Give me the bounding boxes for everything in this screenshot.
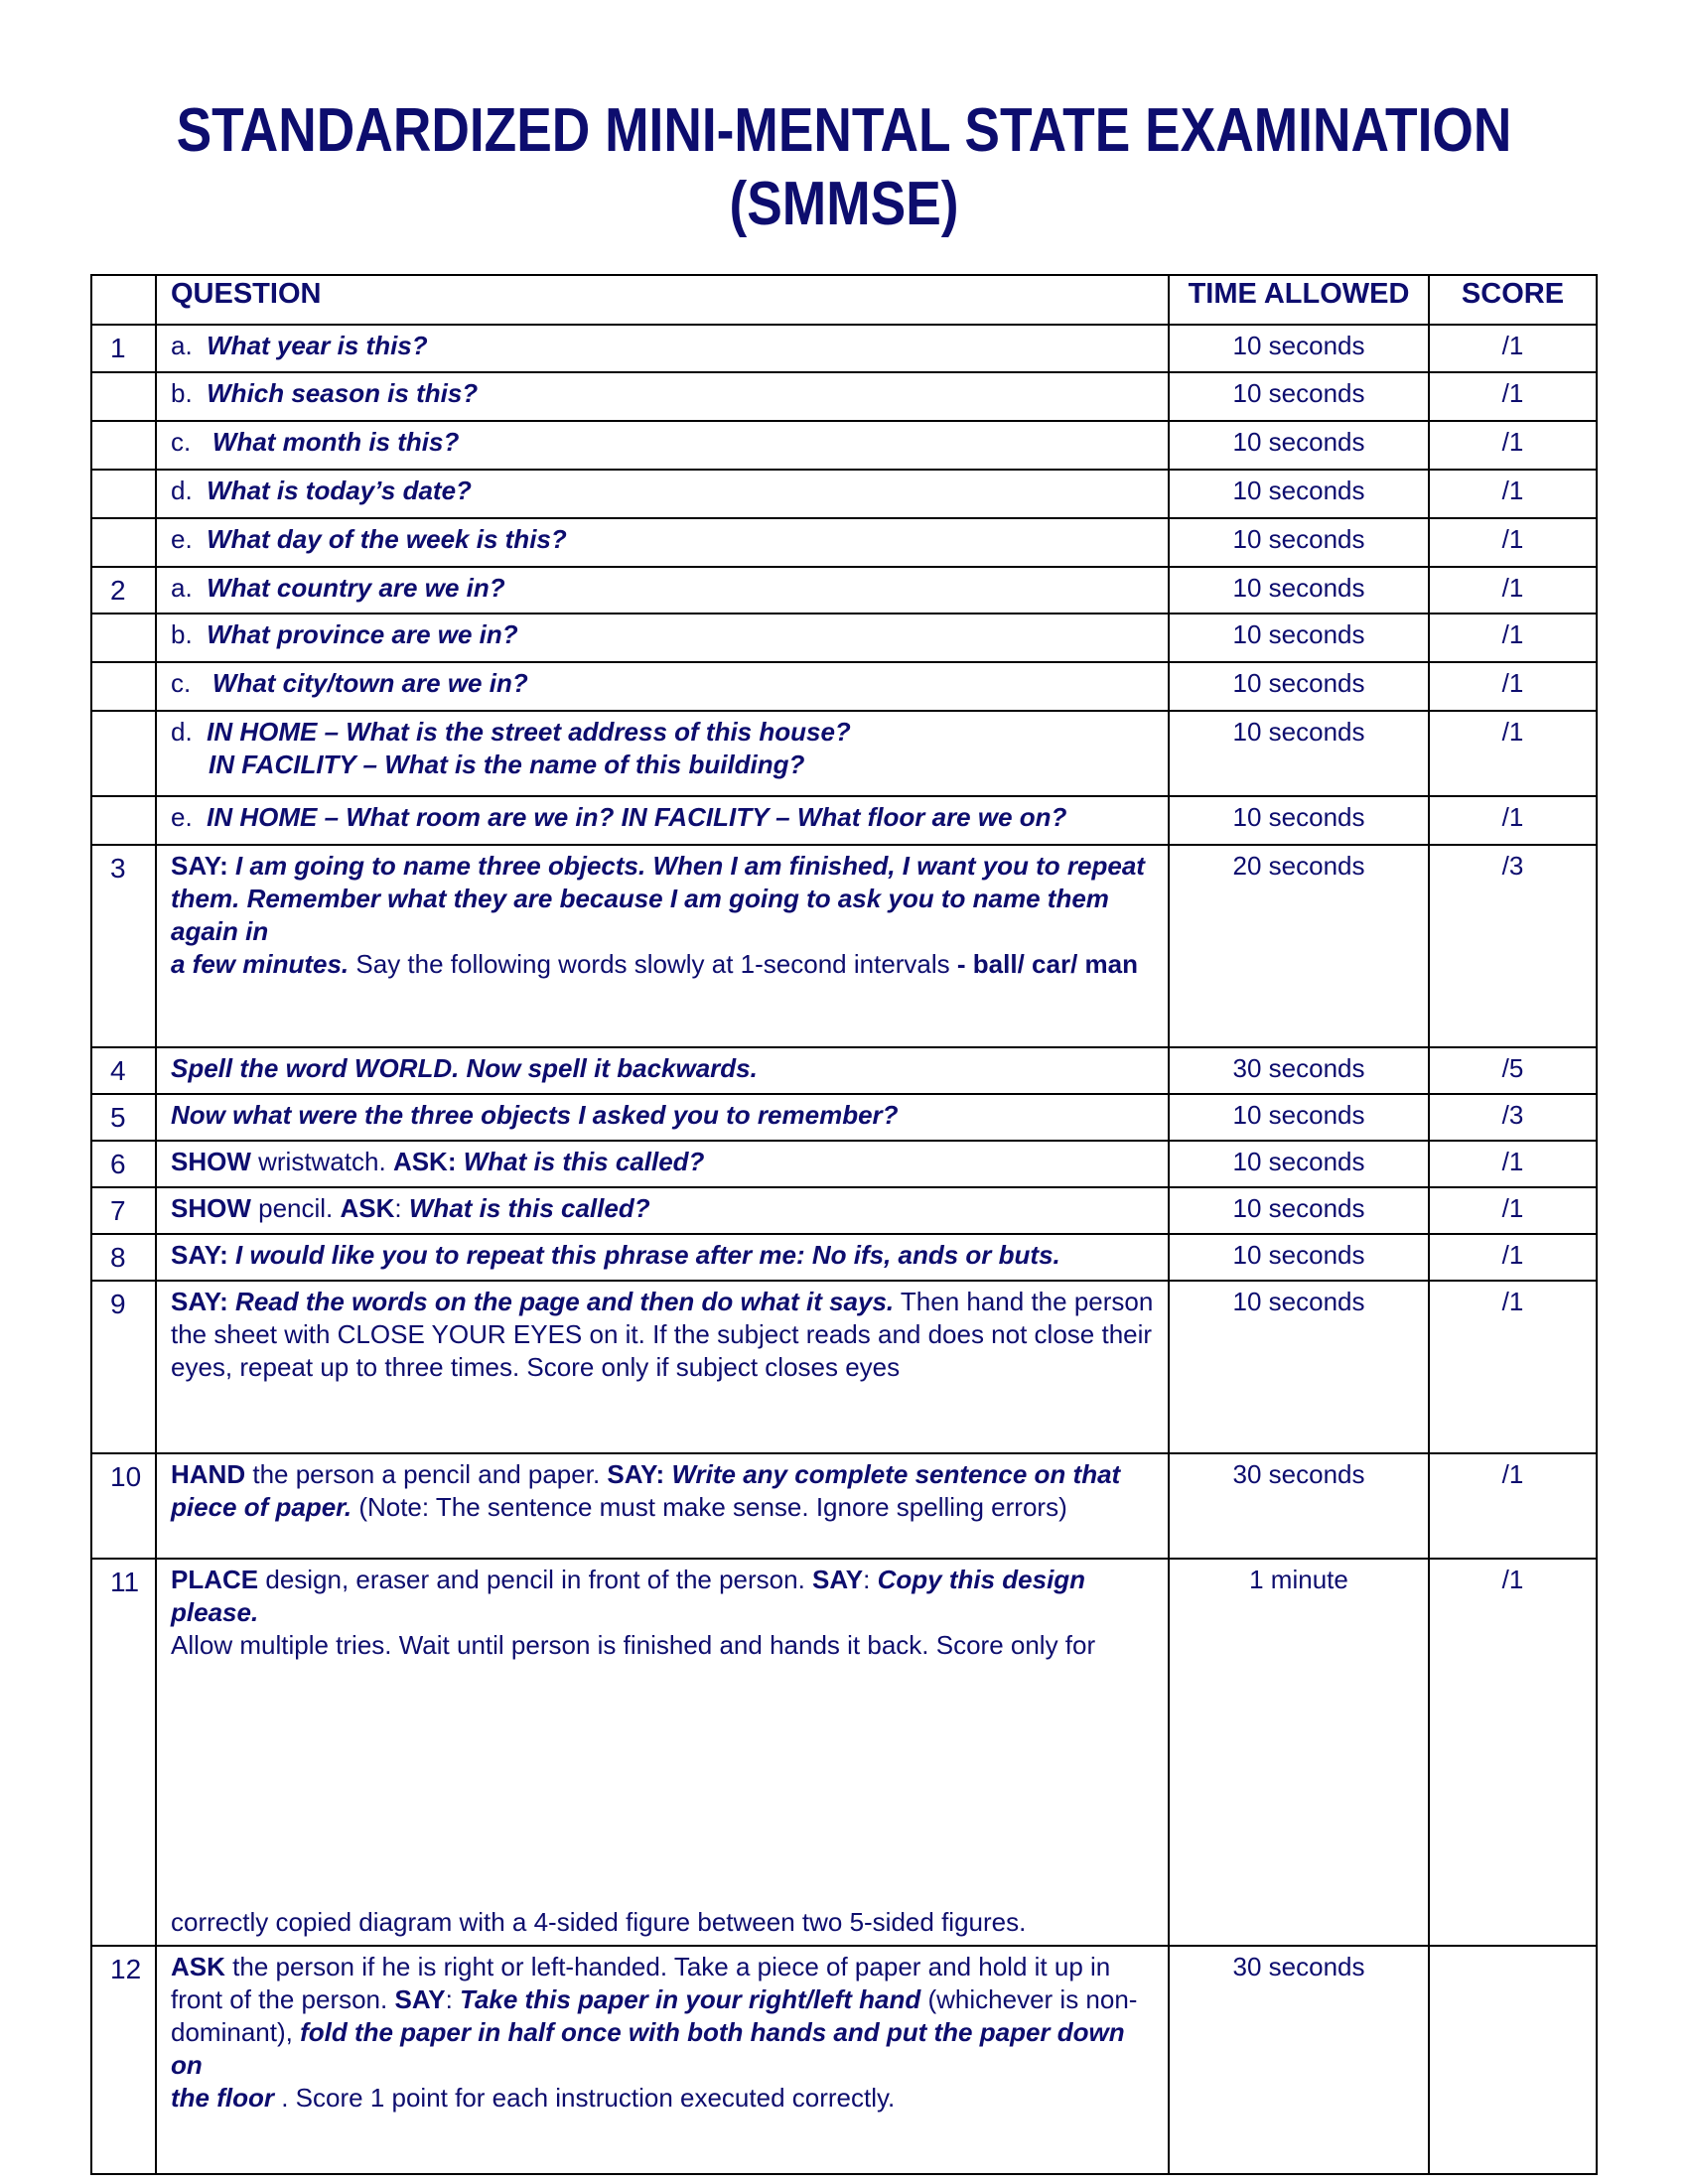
question-text: a few minutes. (171, 949, 350, 979)
time-allowed: 10 seconds (1169, 1094, 1429, 1141)
score: /1 (1429, 1559, 1597, 1946)
score: /1 (1429, 1141, 1597, 1187)
score: /3 (1429, 845, 1597, 1047)
question-cell (156, 567, 1169, 614)
header-question: QUESTION (156, 275, 1169, 325)
question-cell (156, 421, 1169, 470)
item-letter: b. (171, 378, 193, 408)
question-number: 11 (91, 1559, 156, 1946)
table-row (91, 1187, 1597, 1234)
instruction-text: dominant), (171, 2017, 293, 2047)
table-row (91, 711, 1597, 796)
question-cell (156, 614, 1169, 662)
question-cell (156, 1141, 1169, 1187)
header-time-allowed: TIME ALLOWED (1169, 275, 1429, 325)
question-number: 2 (91, 567, 156, 614)
time-allowed: 1 minute (1169, 1559, 1429, 1946)
question-cell (156, 470, 1169, 518)
item-letter: a. (171, 331, 193, 360)
instruction-text: Say the following words slowly at 1-second intervals (355, 949, 950, 979)
question-text: the floor (171, 2083, 274, 2113)
instruction-text: the person a pencil and paper. (252, 1459, 601, 1489)
question-text: Which season is this? (207, 378, 479, 408)
time-allowed: 10 seconds (1169, 662, 1429, 711)
title-line-1: STANDARDIZED MINI-MENTAL STATE EXAMINATION (176, 96, 1512, 165)
question-text: IN HOME – What room are we in? IN FACILITY – What floor are we on? (207, 802, 1067, 832)
say-label: SAY: (171, 1240, 228, 1270)
question-number (91, 470, 156, 518)
question-cell (156, 1559, 1169, 1946)
question-cell (156, 1453, 1169, 1559)
question-text: Copy this design please. (171, 1565, 1086, 1627)
title-line-2: (SMMSE) (729, 170, 959, 238)
score: /1 (1429, 567, 1597, 614)
time-allowed: 10 seconds (1169, 421, 1429, 470)
instruction-text: correctly copied diagram with a 4-sided figure between two 5-sided figures. (171, 1907, 1027, 1937)
question-cell (156, 1946, 1169, 2174)
score: /5 (1429, 1047, 1597, 1094)
question-number: 7 (91, 1187, 156, 1234)
smmse-table (90, 274, 1598, 2175)
question-cell (156, 1094, 1169, 1141)
item-letter: d. (171, 717, 193, 747)
time-allowed: 10 seconds (1169, 567, 1429, 614)
question-text: Write any complete sentence on that (671, 1459, 1121, 1489)
item-letter: e. (171, 524, 193, 554)
question-number: 8 (91, 1234, 156, 1281)
question-text-alt: IN FACILITY – What is the name of this building? (209, 750, 805, 779)
instruction-text: design, eraser and pencil in front of the person. (265, 1565, 805, 1594)
question-number: 5 (91, 1094, 156, 1141)
time-allowed: 10 seconds (1169, 1234, 1429, 1281)
time-allowed: 10 seconds (1169, 518, 1429, 567)
header-number (91, 275, 156, 325)
question-text: Now what were the three objects I asked you to remember? (171, 1100, 899, 1130)
table-row (91, 470, 1597, 518)
question-text: What country are we in? (207, 573, 505, 603)
question-number (91, 796, 156, 845)
score: /1 (1429, 796, 1597, 845)
time-allowed: 10 seconds (1169, 325, 1429, 372)
question-text: Take this paper in your right/left hand (460, 1984, 921, 2014)
time-allowed: 10 seconds (1169, 1281, 1429, 1453)
score: /1 (1429, 470, 1597, 518)
question-cell (156, 1187, 1169, 1234)
table-row (91, 1559, 1597, 1946)
question-cell (156, 325, 1169, 372)
score: /1 (1429, 1453, 1597, 1559)
say-label: SAY: (171, 851, 228, 881)
question-text: fold the paper in half once with both hands and put the paper down on (171, 2017, 1125, 2080)
time-allowed: 10 seconds (1169, 796, 1429, 845)
header-score: SCORE (1429, 275, 1597, 325)
score: /1 (1429, 662, 1597, 711)
ask-label: ASK (171, 1952, 225, 1981)
question-text: piece of paper. (171, 1492, 352, 1522)
question-text: What province are we in? (207, 619, 518, 649)
item-letter: d. (171, 476, 193, 505)
question-cell (156, 372, 1169, 421)
table-row (91, 325, 1597, 372)
instruction-text: (whichever is non- (927, 1984, 1138, 2014)
question-number (91, 372, 156, 421)
score: /1 (1429, 372, 1597, 421)
question-number (91, 662, 156, 711)
ask-label: ASK: (392, 1147, 457, 1176)
time-allowed: 30 seconds (1169, 1453, 1429, 1559)
score: /1 (1429, 1281, 1597, 1453)
question-cell (156, 845, 1169, 1047)
score: /1 (1429, 614, 1597, 662)
table-row (91, 845, 1597, 1047)
show-label: SHOW (171, 1193, 251, 1223)
table-row (91, 662, 1597, 711)
table-row (91, 1281, 1597, 1453)
table-row (91, 518, 1597, 567)
question-number (91, 711, 156, 796)
ask-label: ASK (340, 1193, 395, 1223)
object-text: wristwatch. (258, 1147, 386, 1176)
question-number: 9 (91, 1281, 156, 1453)
time-allowed: 10 seconds (1169, 470, 1429, 518)
question-number (91, 614, 156, 662)
question-text: What is this called? (408, 1193, 650, 1223)
table-row (91, 372, 1597, 421)
object-text: pencil. (258, 1193, 334, 1223)
score: /1 (1429, 421, 1597, 470)
time-allowed: 10 seconds (1169, 711, 1429, 796)
time-allowed: 20 seconds (1169, 845, 1429, 1047)
score (1429, 1946, 1597, 2174)
question-number: 3 (91, 845, 156, 1047)
question-text: What day of the week is this? (207, 524, 567, 554)
question-text: What is this called? (463, 1147, 705, 1176)
score: /1 (1429, 711, 1597, 796)
question-text: What month is this? (211, 427, 460, 457)
table-row (91, 567, 1597, 614)
question-text: What year is this? (207, 331, 428, 360)
table-header-row (91, 275, 1597, 325)
table-row (91, 1453, 1597, 1559)
instruction-text: . Score 1 point for each instruction executed correctly. (281, 2083, 896, 2113)
item-letter: b. (171, 619, 193, 649)
instruction-text: the sheet with CLOSE YOUR EYES on it. If the subject reads and does not close their (171, 1319, 1153, 1349)
say-label: SAY (812, 1565, 864, 1594)
question-text: them. Remember what they are because I am going to ask you to name them again in (171, 884, 1109, 946)
item-letter: c. (171, 427, 192, 457)
question-number: 4 (91, 1047, 156, 1094)
question-number (91, 518, 156, 567)
table-row (91, 1141, 1597, 1187)
question-cell (156, 662, 1169, 711)
time-allowed: 10 seconds (1169, 614, 1429, 662)
page-title (118, 94, 1570, 241)
question-number: 6 (91, 1141, 156, 1187)
instruction-text: the person if he is right or left-handed. Take a piece of paper and hold it up in (232, 1952, 1111, 1981)
say-label: SAY: (607, 1459, 665, 1489)
word-list: - ball/ car/ man (956, 949, 1138, 979)
question-number (91, 421, 156, 470)
question-text: What city/town are we in? (211, 668, 528, 698)
colon: : (445, 1984, 453, 2014)
question-cell (156, 1047, 1169, 1094)
table-row (91, 1047, 1597, 1094)
question-text: Spell the word WORLD. Now spell it backwards. (171, 1053, 758, 1083)
instruction-text: eyes, repeat up to three times. Score only if subject closes eyes (171, 1352, 901, 1382)
question-text: I would like you to repeat this phrase after me: No ifs, ands or buts. (235, 1240, 1060, 1270)
colon: : (863, 1565, 871, 1594)
say-label: SAY: (171, 1287, 228, 1316)
say-label: SAY (394, 1984, 446, 2014)
item-letter: a. (171, 573, 193, 603)
question-text: IN HOME – What is the street address of this house? (207, 717, 851, 747)
item-letter: e. (171, 802, 193, 832)
place-label: PLACE (171, 1565, 259, 1594)
question-number: 10 (91, 1453, 156, 1559)
score: /1 (1429, 1187, 1597, 1234)
question-cell (156, 796, 1169, 845)
time-allowed: 10 seconds (1169, 372, 1429, 421)
question-cell (156, 518, 1169, 567)
time-allowed: 30 seconds (1169, 1047, 1429, 1094)
note-text: (Note: The sentence must make sense. Ignore spelling errors) (358, 1492, 1067, 1522)
question-cell (156, 1281, 1169, 1453)
question-text: I am going to name three objects. When I am finished, I want you to repeat (235, 851, 1145, 881)
question-text: What is today’s date? (207, 476, 472, 505)
table-row (91, 614, 1597, 662)
score: /3 (1429, 1094, 1597, 1141)
score: /1 (1429, 325, 1597, 372)
colon: : (394, 1193, 402, 1223)
score: /1 (1429, 1234, 1597, 1281)
time-allowed: 10 seconds (1169, 1141, 1429, 1187)
instruction-text: Allow multiple tries. Wait until person is finished and hands it back. Score only for (171, 1630, 1096, 1660)
instruction-text: front of the person. (171, 1984, 388, 2014)
question-cell (156, 1234, 1169, 1281)
table-row (91, 421, 1597, 470)
question-text: Read the words on the page and then do what it says. (235, 1287, 895, 1316)
time-allowed: 10 seconds (1169, 1187, 1429, 1234)
hand-label: HAND (171, 1459, 246, 1489)
table-row (91, 1234, 1597, 1281)
question-number: 1 (91, 325, 156, 372)
show-label: SHOW (171, 1147, 251, 1176)
question-number: 12 (91, 1946, 156, 2174)
table-row (91, 1946, 1597, 2174)
score: /1 (1429, 518, 1597, 567)
table-row (91, 796, 1597, 845)
question-cell (156, 711, 1169, 796)
item-letter: c. (171, 668, 192, 698)
table-row (91, 1094, 1597, 1141)
time-allowed: 30 seconds (1169, 1946, 1429, 2174)
instruction-text: Then hand the person (900, 1287, 1154, 1316)
